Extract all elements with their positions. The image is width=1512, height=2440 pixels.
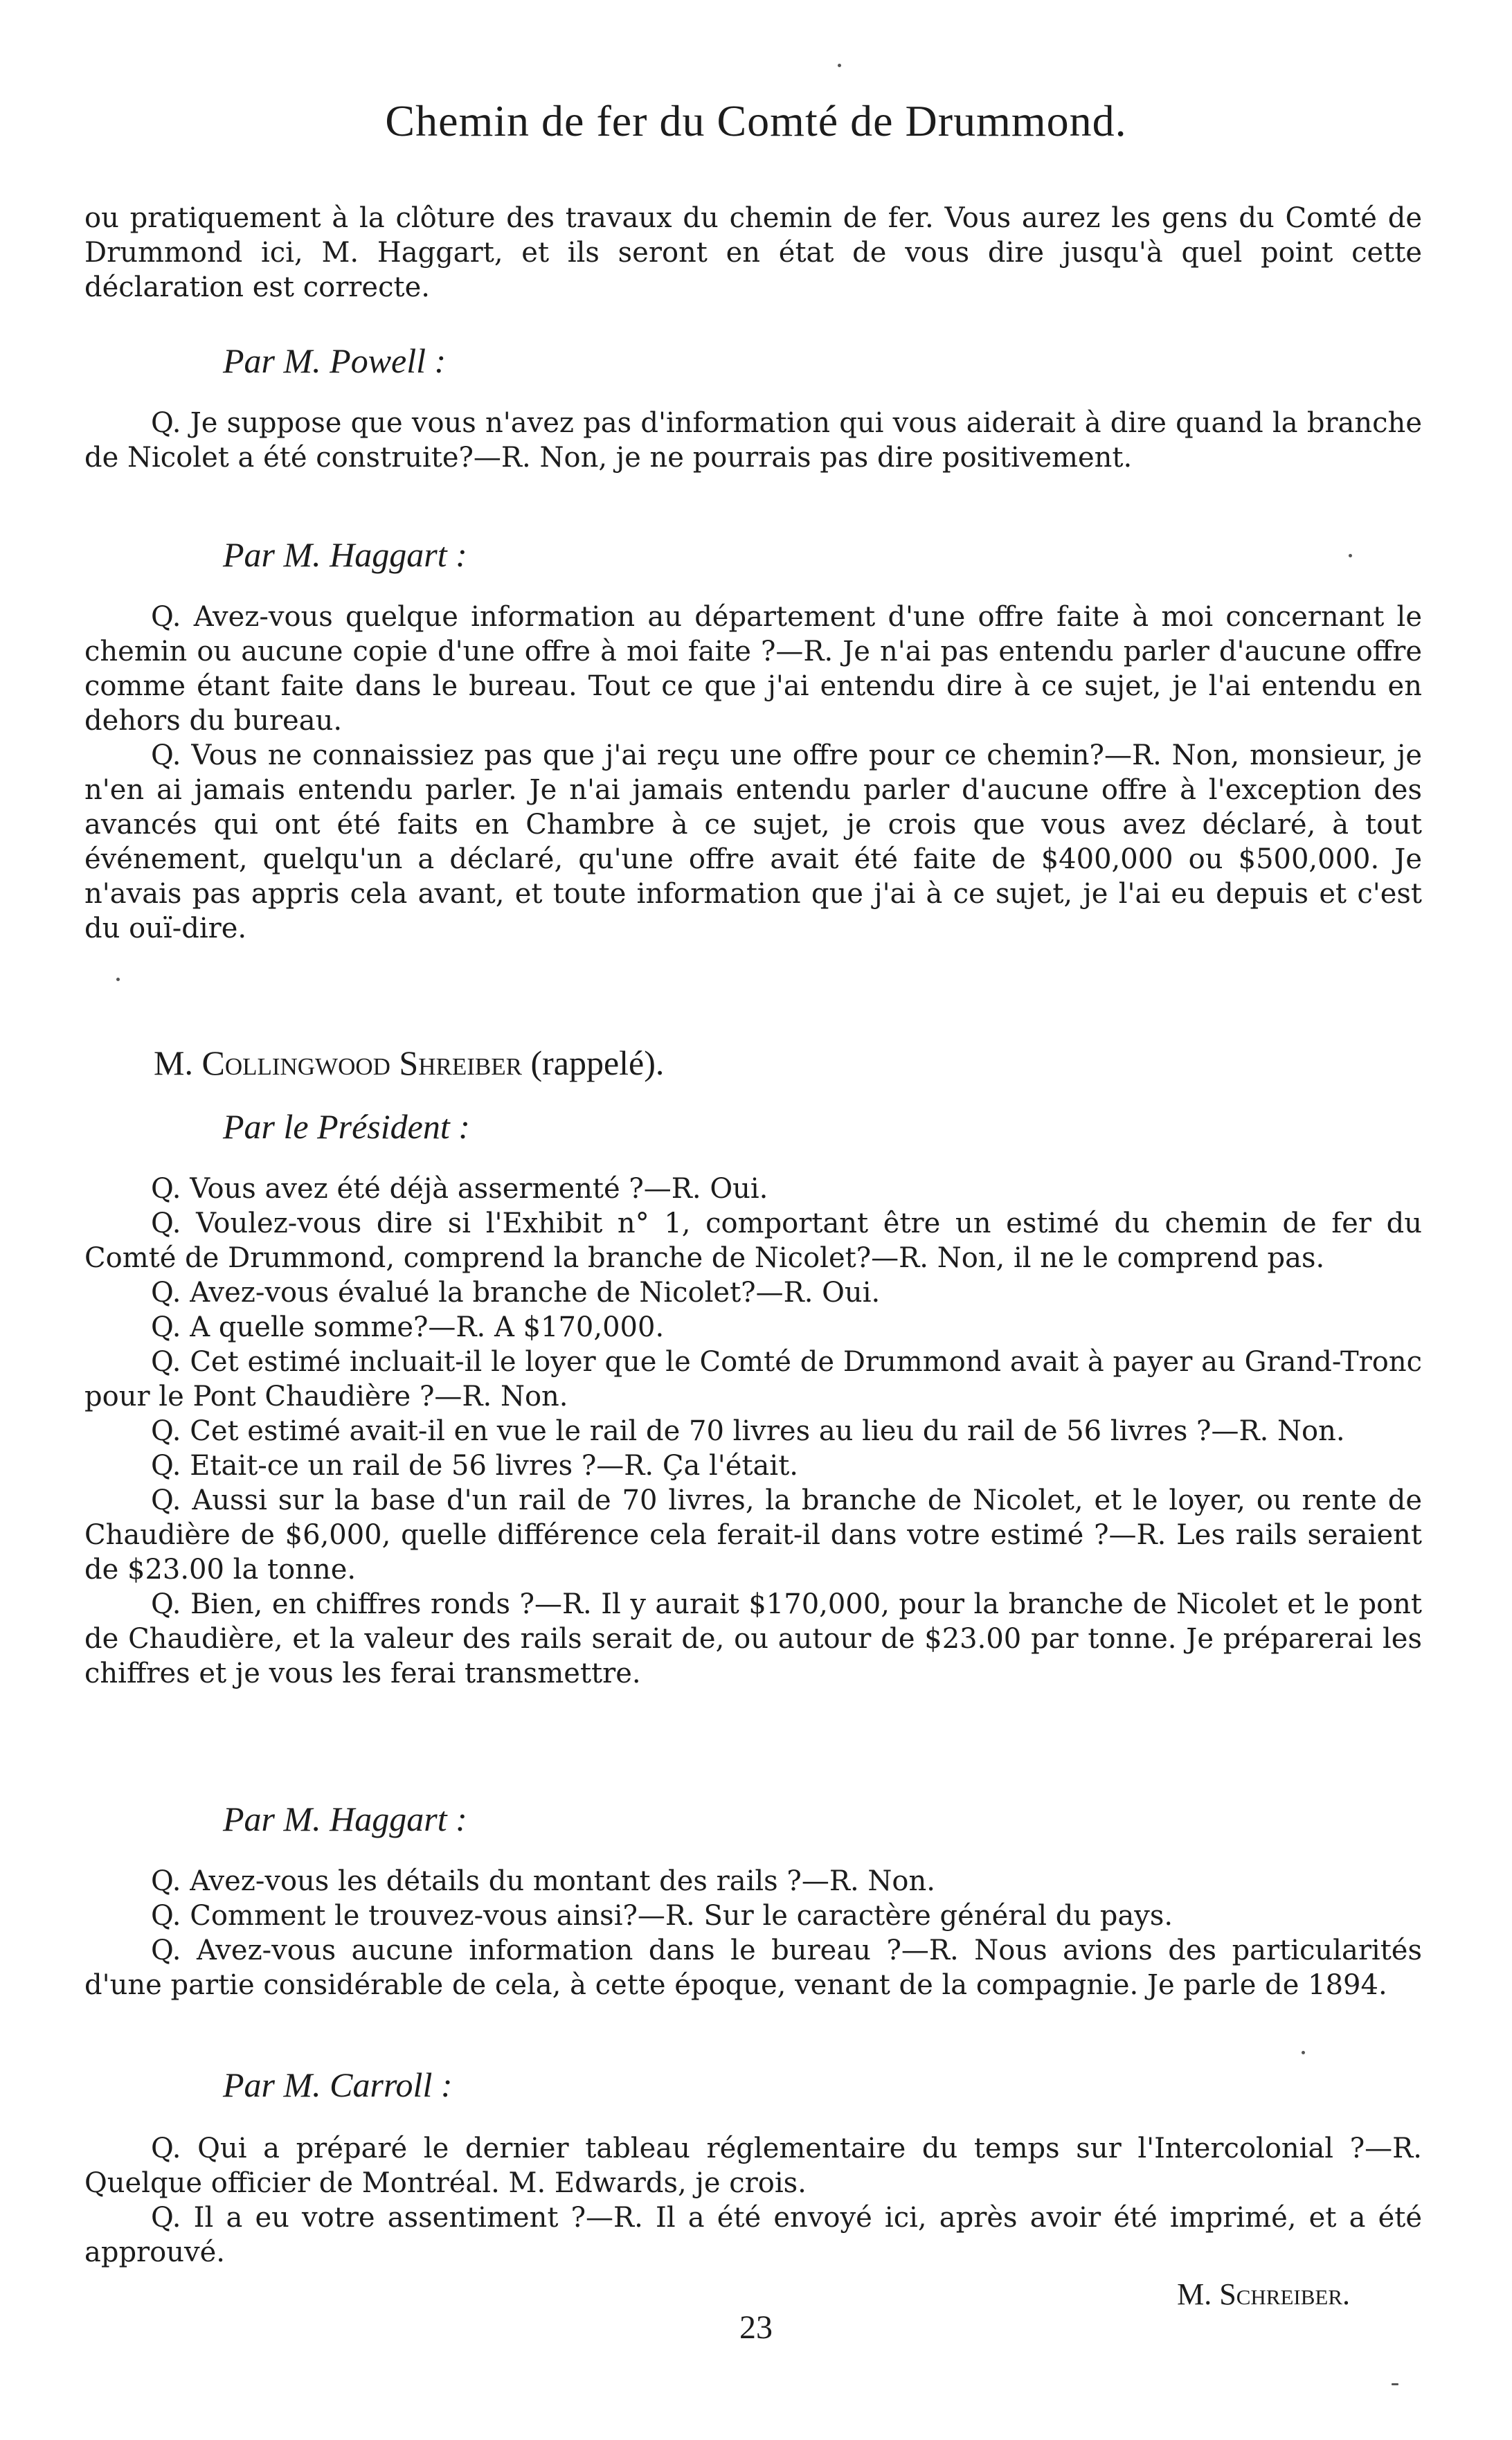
paper-speck [1302, 2051, 1305, 2054]
witness-name: Collingwood Shreiber [201, 1043, 522, 1082]
speaker-heading-haggart: Par M. Haggart : [223, 535, 467, 574]
president-question-block [84, 1172, 1422, 1691]
question-answer-paragraph: Q. A quelle somme?—R. A $170,000. [151, 1311, 665, 1343]
page-number: 23 [739, 2309, 773, 2346]
paper-speck [116, 978, 120, 981]
paper-speck [1349, 554, 1352, 557]
question-answer-paragraph: Q. Bien, en chiffres ronds ?—R. Il y aurait $170,000, pour la branche de Nicolet et le pont de Chaudière, et la valeur des rails serait de, ou autour de $23.00 par tonne. Je préparerai les chiffres et je vous les ferai transmettre. [84, 1588, 1422, 1689]
paper-speck [1392, 2383, 1398, 2385]
question-answer-paragraph: Q. Vous ne connaissiez pas que j'ai reçu une offre pour ce chemin?—R. Non, monsieur, je n'en ai jamais entendu parler. Je n'ai jamais entendu parler d'aucune offre à l'exception des avancés qui ont été faits en Chambre à ce sujet, je crois que vous avez déclaré, à tout événement, quelqu'un a déclaré, qu'une offre avait été faite de $400,000 ou $500,000. Je n'avais pas appris cela avant, et toute information que j'ai à ce sujet, je l'ai eu depuis et c'est du ouï-dire. [84, 739, 1422, 944]
haggart-question-block-2 [84, 1864, 1422, 2002]
carroll-question-block [84, 2131, 1422, 2270]
opening-paragraph: ou pratiquement à la clôture des travaux du chemin de fer. Vous aurez les gens du Comté de Drummond ici, M. Haggart, et ils seront en état de vous dire jusqu'à quel point cette déclaration est correcte. [84, 202, 1422, 303]
question-answer-paragraph: Q. Avez-vous quelque information au département d'une offre faite à moi concernant le chemin ou aucune copie d'une offre à moi faite ?—R. Je n'ai pas entendu parler d'aucune offre comme étant faite dans le bureau. Tout ce que j'ai entendu dire à ce sujet, je l'ai entendu en dehors du bureau. [84, 601, 1422, 737]
witness-note: (rappelé). [530, 1043, 665, 1082]
witness-prefix: M. [154, 1043, 193, 1082]
question-answer-paragraph: Q. Avez-vous les détails du montant des rails ?—R. Non. [151, 1865, 935, 1897]
speaker-heading-powell: Par M. Powell : [223, 341, 447, 380]
opening-paragraph-block [84, 201, 1422, 305]
question-answer-paragraph: Q. Il a eu votre assentiment ?—R. Il a été envoyé ici, après avoir été imprimé, et a été approuvé. [84, 2202, 1422, 2268]
speaker-heading-carroll: Par M. Carroll : [223, 2065, 453, 2104]
question-answer-paragraph: Q. Voulez-vous dire si l'Exhibit n° 1, comportant être un estimé du chemin de fer du Comté de Drummond, comprend la branche de Nicolet?—R. Non, il ne le comprend pas. [84, 1208, 1422, 1274]
question-answer-paragraph: Q. Comment le trouvez-vous ainsi?—R. Sur le caractère général du pays. [151, 1900, 1173, 1932]
signature [1177, 2277, 1350, 2312]
question-answer-paragraph: Q. Vous avez été déjà assermenté ?—R. Oui. [151, 1173, 768, 1205]
speaker-heading-haggart-2: Par M. Haggart : [223, 1800, 467, 1838]
signature-prefix: M. [1177, 2277, 1212, 2311]
question-answer-paragraph: Q. Je suppose que vous n'avez pas d'information qui vous aiderait à dire quand la branche de Nicolet a été construite?—R. Non, je ne pourrais pas dire positivement. [84, 407, 1422, 474]
witness-heading [154, 1043, 664, 1083]
question-answer-paragraph: Q. Qui a préparé le dernier tableau réglementaire du temps sur l'Intercolonial ?—R. Quelque officier de Montréal. M. Edwards, je crois. [84, 2133, 1422, 2199]
running-header: Chemin de fer du Comté de Drummond. [385, 96, 1127, 145]
question-answer-paragraph: Q. Etait-ce un rail de 56 livres ?—R. Ça l'était. [151, 1450, 798, 1482]
paper-speck [838, 64, 841, 67]
powell-question-block [84, 406, 1422, 475]
haggart-question-block [84, 600, 1422, 946]
question-answer-paragraph: Q. Cet estimé avait-il en vue le rail de 70 livres au lieu du rail de 56 livres ?—R. Non. [151, 1415, 1345, 1447]
question-answer-paragraph: Q. Avez-vous aucune information dans le bureau ?—R. Nous avions des particularités d'une partie considérable de cela, à cette époque, venant de la compagnie. Je parle de 1894. [84, 1935, 1422, 2001]
question-answer-paragraph: Q. Aussi sur la base d'un rail de 70 livres, la branche de Nicolet, et le loyer, ou rente de Chaudière de $6,000, quelle différence cela ferait-il dans votre estimé ?—R. Les rails seraient de $23.00 la tonne. [84, 1484, 1422, 1586]
speaker-heading-president: Par le Président : [223, 1107, 470, 1146]
question-answer-paragraph: Q. Cet estimé incluait-il le loyer que le Comté de Drummond avait à payer au Grand-Tronc pour le Pont Chaudière ?—R. Non. [84, 1346, 1422, 1412]
signature-name: Schreiber. [1219, 2277, 1350, 2311]
question-answer-paragraph: Q. Avez-vous évalué la branche de Nicolet?—R. Oui. [151, 1277, 881, 1309]
